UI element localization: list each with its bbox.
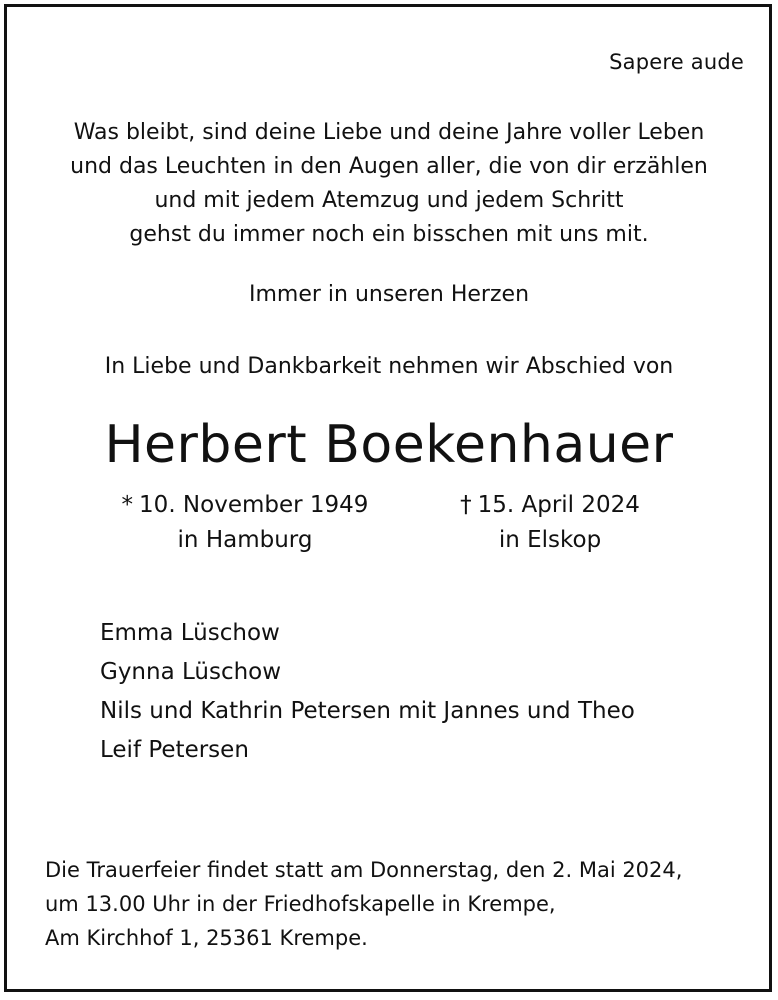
intro-line: In Liebe und Dankbarkeit nehmen wir Abschied von — [104, 354, 674, 379]
death-date: 15. April 2024 — [477, 492, 640, 518]
death-place: in Elskop — [498, 527, 602, 553]
birth-date-line — [90, 488, 400, 523]
death-cross-icon: † — [460, 492, 472, 518]
birth-info — [90, 488, 400, 558]
funeral-info — [45, 853, 682, 955]
funeral-line: Am Kirchhof 1, 25361 Krempe. — [45, 926, 368, 950]
birth-date: 10. November 1949 — [139, 492, 369, 518]
mourner: Emma Lüschow — [100, 620, 280, 646]
poem-line: gehst du immer noch ein bisschen mit uns mit. — [129, 222, 649, 247]
poem — [0, 116, 778, 252]
funeral-line: um 13.00 Uhr in der Friedhofskapelle in Krempe, — [45, 892, 556, 916]
deceased-name: Herbert Boekenhauer — [104, 415, 674, 475]
poem-line: und mit jedem Atemzug und jedem Schritt — [154, 188, 624, 213]
heart-line: Immer in unseren Herzen — [248, 282, 530, 307]
death-date-line — [430, 488, 670, 523]
birth-place: in Hamburg — [177, 527, 313, 553]
poem-line: und das Leuchten in den Augen aller, die von dir erzählen — [70, 154, 708, 179]
death-info — [430, 488, 670, 558]
motto: Sapere aude — [609, 50, 744, 74]
birth-star-icon: * — [121, 492, 134, 518]
mourner: Nils und Kathrin Petersen mit Jannes und Theo — [100, 698, 635, 724]
mourner: Leif Petersen — [100, 737, 249, 763]
mourner: Gynna Lüschow — [100, 659, 282, 685]
poem-line: Was bleibt, sind deine Liebe und deine Jahre voller Leben — [73, 120, 705, 145]
funeral-line: Die Trauerfeier findet statt am Donnerstag, den 2. Mai 2024, — [45, 858, 683, 882]
mourners-list — [100, 614, 635, 770]
